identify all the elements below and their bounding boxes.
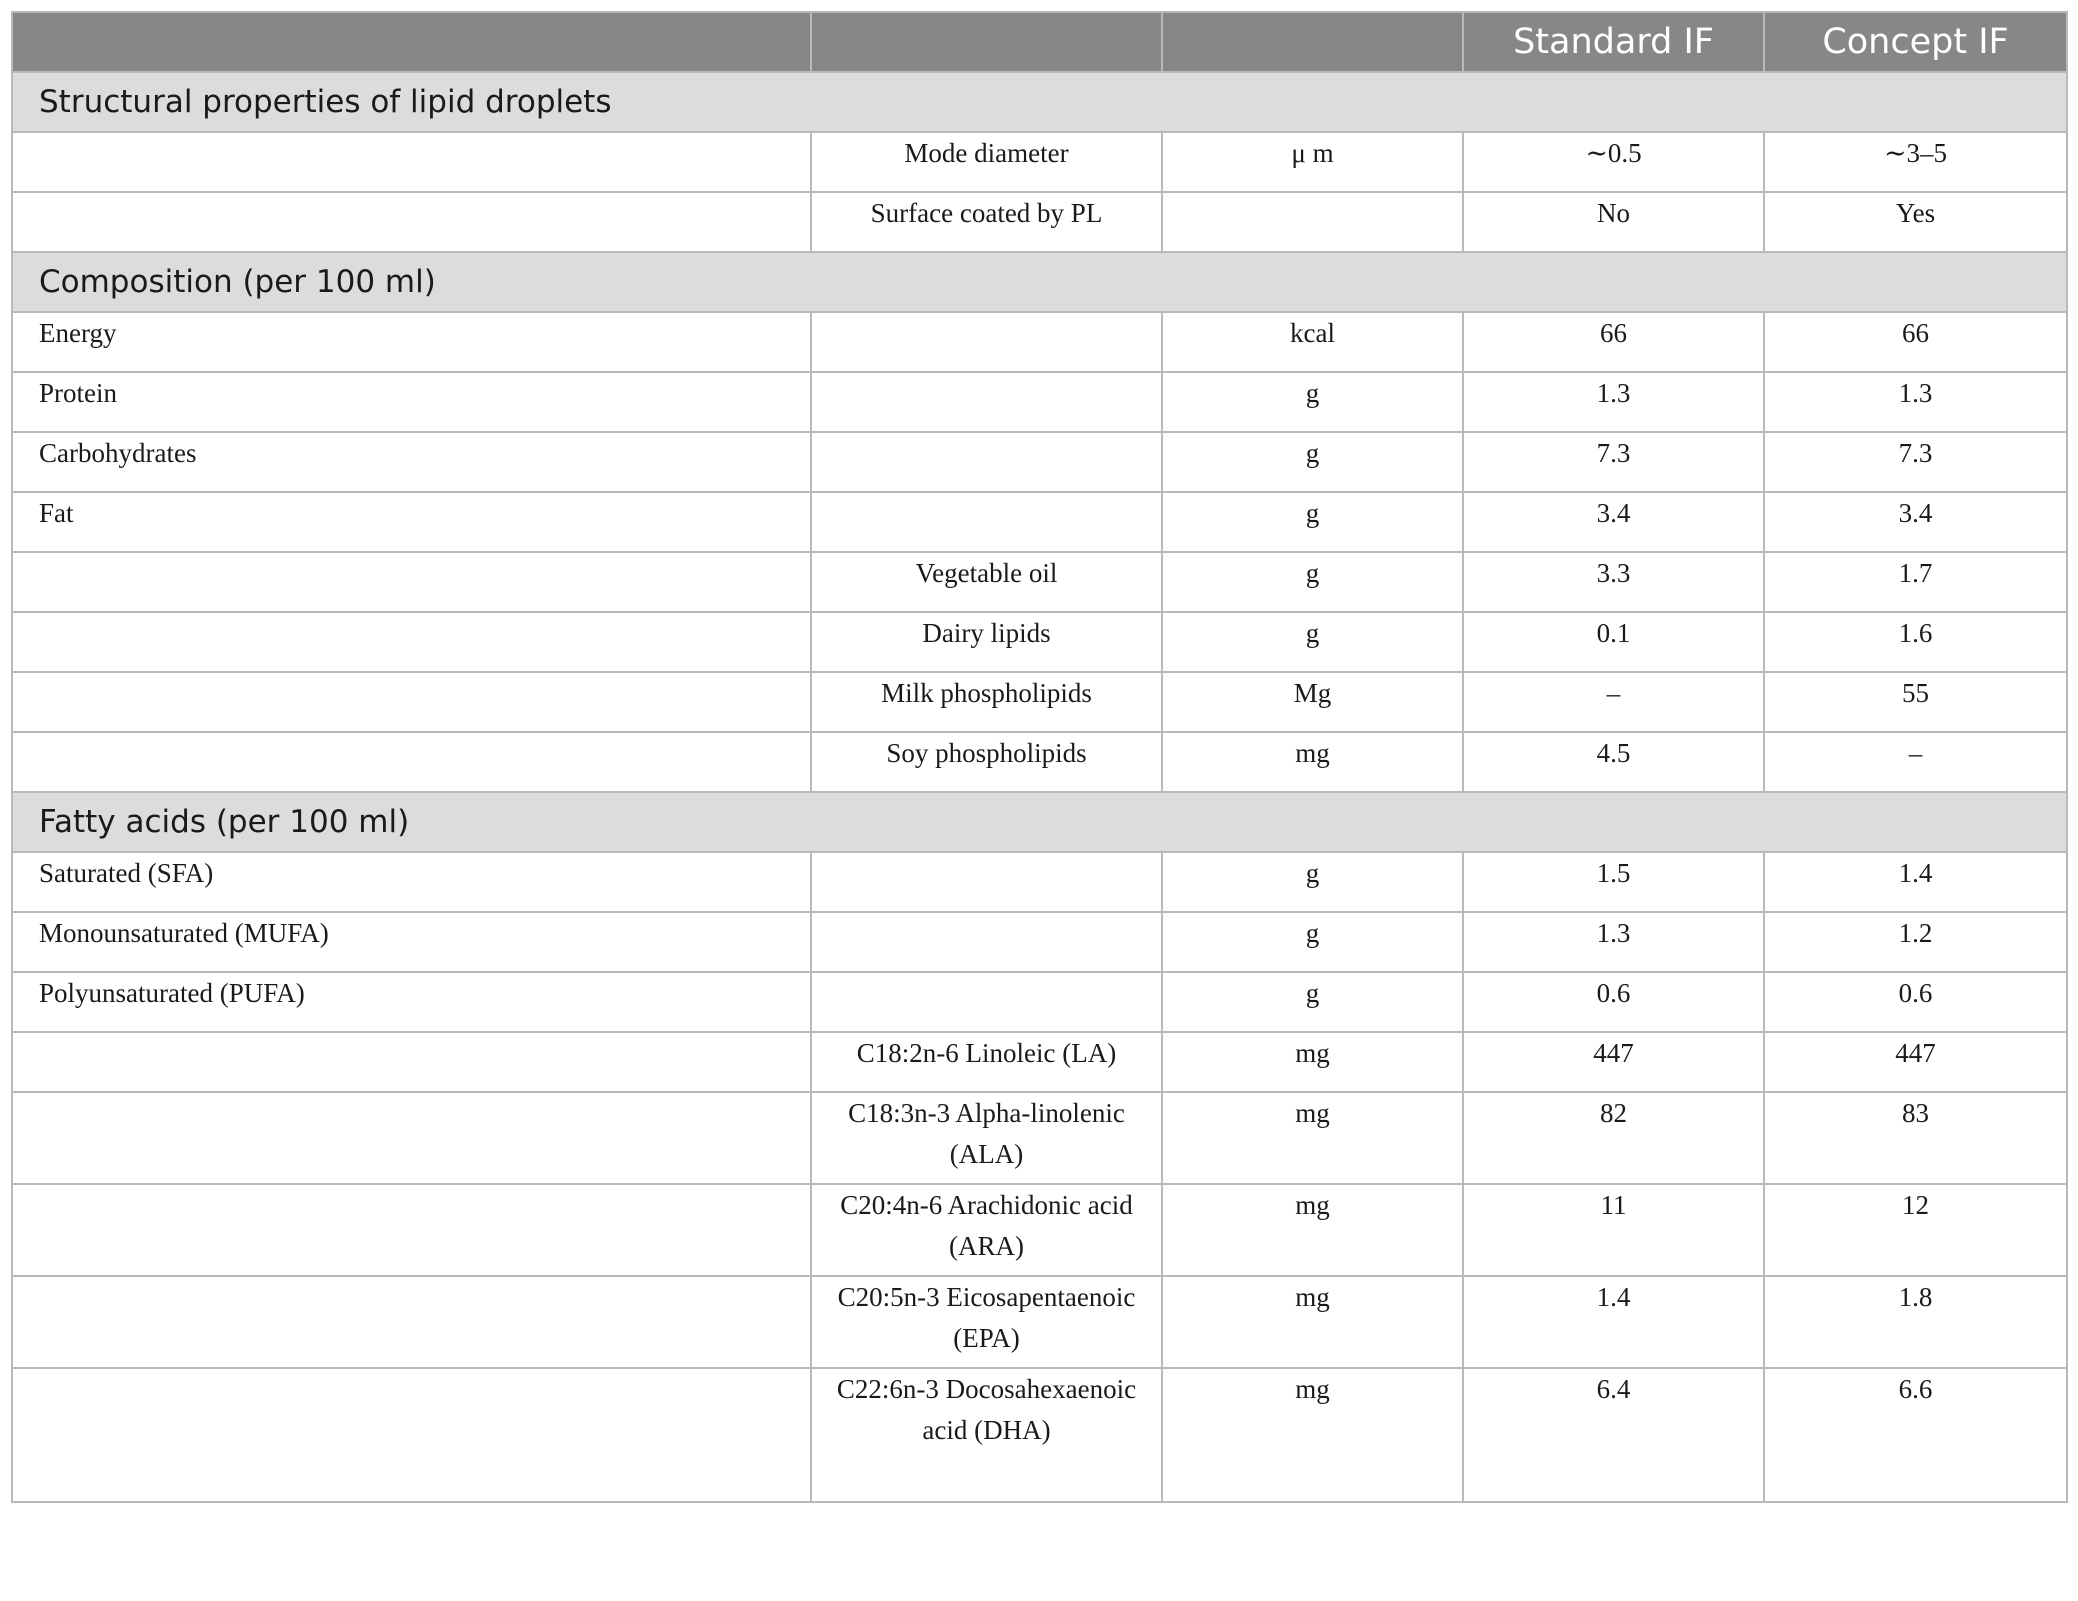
table-row [12, 1092, 2067, 1184]
row-subitem [811, 912, 1162, 972]
row-standard-value: 447 [1463, 1032, 1764, 1092]
table-row [12, 492, 2067, 552]
row-standard-value: 4.5 [1463, 732, 1764, 792]
row-unit: mg [1162, 1368, 1463, 1502]
row-concept-value: 447 [1764, 1032, 2067, 1092]
row-name: Protein [12, 372, 811, 432]
row-standard-value: 0.6 [1463, 972, 1764, 1032]
row-concept-value: 0.6 [1764, 972, 2067, 1032]
row-subitem: Dairy lipids [811, 612, 1162, 672]
row-concept-value: 7.3 [1764, 432, 2067, 492]
row-concept-value: 55 [1764, 672, 2067, 732]
table-row [12, 1032, 2067, 1092]
row-unit: g [1162, 372, 1463, 432]
row-standard-value: 1.5 [1463, 852, 1764, 912]
row-unit: g [1162, 552, 1463, 612]
table-row [12, 132, 2067, 192]
table-row [12, 1276, 2067, 1368]
row-unit: mg [1162, 1092, 1463, 1184]
row-standard-value: No [1463, 192, 1764, 252]
row-concept-value: ∼3–5 [1764, 132, 2067, 192]
row-subitem: C20:5n-3 Eicosapentaenoic (EPA) [811, 1276, 1162, 1368]
header-concept-if: Concept IF [1764, 12, 2067, 72]
row-concept-value: 1.2 [1764, 912, 2067, 972]
row-unit: mg [1162, 1032, 1463, 1092]
row-subitem: Milk phospholipids [811, 672, 1162, 732]
table-row [12, 372, 2067, 432]
section-title: Composition (per 100 ml) [12, 252, 2067, 312]
row-unit [1162, 192, 1463, 252]
table-row [12, 912, 2067, 972]
row-name: Saturated (SFA) [12, 852, 811, 912]
row-name [12, 1276, 811, 1368]
row-subitem: C22:6n-3 Docosahexaenoic acid (DHA) [811, 1368, 1162, 1502]
row-name: Carbohydrates [12, 432, 811, 492]
row-concept-value: 1.6 [1764, 612, 2067, 672]
row-unit: mg [1162, 1184, 1463, 1276]
table-row [12, 612, 2067, 672]
row-name [12, 732, 811, 792]
row-subitem: C18:3n-3 Alpha-linolenic (ALA) [811, 1092, 1162, 1184]
row-name [12, 552, 811, 612]
table-row [12, 972, 2067, 1032]
row-name [12, 1368, 811, 1502]
row-unit: g [1162, 492, 1463, 552]
row-concept-value: 83 [1764, 1092, 2067, 1184]
section-header [12, 72, 2067, 132]
row-standard-value: 82 [1463, 1092, 1764, 1184]
row-subitem [811, 852, 1162, 912]
row-unit: g [1162, 852, 1463, 912]
row-concept-value: 6.6 [1764, 1368, 2067, 1502]
row-concept-value: 1.3 [1764, 372, 2067, 432]
table-row [12, 1368, 2067, 1502]
section-header [12, 252, 2067, 312]
row-standard-value: 11 [1463, 1184, 1764, 1276]
row-concept-value: 66 [1764, 312, 2067, 372]
row-subitem [811, 432, 1162, 492]
row-standard-value: 1.4 [1463, 1276, 1764, 1368]
row-name: Energy [12, 312, 811, 372]
row-subitem: Surface coated by PL [811, 192, 1162, 252]
row-unit: g [1162, 972, 1463, 1032]
row-name: Fat [12, 492, 811, 552]
table-row [12, 432, 2067, 492]
row-unit: g [1162, 612, 1463, 672]
table-row [12, 312, 2067, 372]
row-name [12, 1184, 811, 1276]
section-title: Fatty acids (per 100 ml) [12, 792, 2067, 852]
table-row [12, 852, 2067, 912]
row-unit: g [1162, 912, 1463, 972]
table-row [12, 552, 2067, 612]
row-name [12, 1092, 811, 1184]
row-standard-value: 1.3 [1463, 372, 1764, 432]
row-standard-value: 6.4 [1463, 1368, 1764, 1502]
row-name [12, 192, 811, 252]
row-subitem: C18:2n-6 Linoleic (LA) [811, 1032, 1162, 1092]
header-name-cell [12, 12, 811, 72]
row-unit: μ m [1162, 132, 1463, 192]
section-header [12, 792, 2067, 852]
row-unit: kcal [1162, 312, 1463, 372]
row-standard-value: – [1463, 672, 1764, 732]
row-name: Monounsaturated (MUFA) [12, 912, 811, 972]
row-name [12, 1032, 811, 1092]
row-standard-value: 66 [1463, 312, 1764, 372]
row-concept-value: 1.7 [1764, 552, 2067, 612]
table-row [12, 192, 2067, 252]
row-standard-value: 3.3 [1463, 552, 1764, 612]
nutrition-table [11, 11, 2068, 1503]
row-subitem: Mode diameter [811, 132, 1162, 192]
row-standard-value: ∼0.5 [1463, 132, 1764, 192]
row-concept-value: 12 [1764, 1184, 2067, 1276]
row-name [12, 672, 811, 732]
header-standard-if: Standard IF [1463, 12, 1764, 72]
row-subitem: Vegetable oil [811, 552, 1162, 612]
row-unit: Mg [1162, 672, 1463, 732]
row-concept-value: – [1764, 732, 2067, 792]
row-standard-value: 7.3 [1463, 432, 1764, 492]
row-subitem: C20:4n-6 Arachidonic acid (ARA) [811, 1184, 1162, 1276]
row-concept-value: 1.8 [1764, 1276, 2067, 1368]
table-row [12, 732, 2067, 792]
row-unit: g [1162, 432, 1463, 492]
row-subitem [811, 492, 1162, 552]
row-standard-value: 3.4 [1463, 492, 1764, 552]
row-name [12, 612, 811, 672]
row-unit: mg [1162, 1276, 1463, 1368]
table-row [12, 672, 2067, 732]
row-concept-value: Yes [1764, 192, 2067, 252]
row-standard-value: 1.3 [1463, 912, 1764, 972]
row-concept-value: 3.4 [1764, 492, 2067, 552]
header-sub-cell [811, 12, 1162, 72]
section-title: Structural properties of lipid droplets [12, 72, 2067, 132]
row-concept-value: 1.4 [1764, 852, 2067, 912]
table-row [12, 1184, 2067, 1276]
row-name [12, 132, 811, 192]
header-row [12, 12, 2067, 72]
row-standard-value: 0.1 [1463, 612, 1764, 672]
row-unit: mg [1162, 732, 1463, 792]
row-subitem [811, 972, 1162, 1032]
header-unit-cell [1162, 12, 1463, 72]
row-subitem: Soy phospholipids [811, 732, 1162, 792]
row-name: Polyunsaturated (PUFA) [12, 972, 811, 1032]
row-subitem [811, 312, 1162, 372]
row-subitem [811, 372, 1162, 432]
